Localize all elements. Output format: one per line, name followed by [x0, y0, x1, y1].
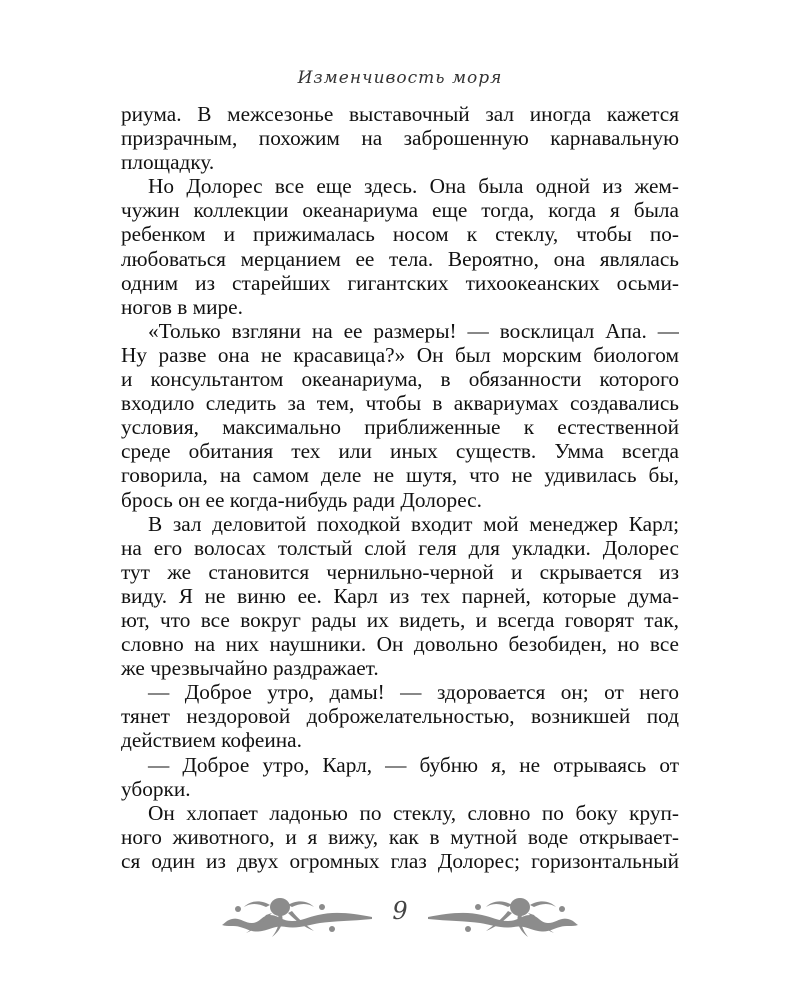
text-line: брось он ее когда-нибудь ради Долорес.: [121, 487, 482, 512]
text-line: входило следить за тем, чтобы в аквариумах создавались: [121, 391, 679, 416]
text-line: ребенком и прижималась носом к стеклу, чтобы по-: [121, 222, 679, 247]
octopus-ornament-right-icon: [428, 895, 578, 939]
text-line: Он хлопает ладонью по стеклу, словно по боку круп-: [148, 800, 679, 825]
text-line: тянет нездоровой доброжелательностью, возникшей под: [121, 704, 679, 729]
text-line: ного животного, и я вижу, как в мутной воде открывает-: [121, 824, 679, 849]
text-line: чужин коллекции океанариума еще тогда, когда я была: [121, 198, 679, 223]
running-head: Изменчивость моря: [297, 68, 503, 88]
text-line: одним из старейших гигантских тихоокеанских осьми-: [121, 270, 679, 295]
text-line: и консультантом океанариума, в обязанности которого: [121, 367, 679, 392]
text-line: ся один из двух огромных глаз Долорес; горизонтальный: [121, 848, 679, 873]
text-line: — Доброе утро, дамы! — здоровается он; от него: [148, 680, 679, 705]
text-line: призрачным, похожим на заброшенную карнавальную: [121, 126, 679, 151]
text-line: — Доброе утро, Карл, — бубню я, не отрываясь от: [148, 752, 679, 777]
text-line: на его волосах толстый слой геля для укладки. Долорес: [121, 535, 679, 560]
text-line: условия, максимально приближенные к естественной: [121, 415, 679, 440]
text-line: Но Долорес все еще здесь. Она была одной из жем-: [148, 174, 679, 199]
text-line: словно на них наушники. Он довольно безобиден, но все: [121, 632, 679, 657]
text-line: ют, что все вокруг рады их видеть, и всегда говорят так,: [121, 607, 679, 632]
text-line: говорила, на самом деле не шутя, что не удивилась бы,: [121, 463, 679, 488]
text-line: площадку.: [121, 150, 215, 175]
text-line: Ну разве она не красавица?» Он был морским биологом: [121, 342, 679, 367]
text-line: риума. В межсезонье выставочный зал иногда кажется: [121, 102, 679, 126]
page-footer: [0, 895, 800, 955]
text-line: действием кофеина.: [121, 728, 302, 753]
text-line: ногов в мире.: [121, 294, 243, 319]
text-line: «Только взгляни на ее размеры! — восклицал Апа. —: [148, 318, 679, 343]
text-line: уборки.: [121, 776, 191, 801]
text-line: любоваться мерцанием ее тела. Вероятно, она являлась: [121, 246, 679, 271]
text-line: виду. Я не виню ее. Карл из тех парней, которые дума-: [121, 583, 679, 608]
text-line: же чрезвычайно раздражает.: [121, 656, 379, 681]
octopus-ornament-left-icon: [222, 895, 372, 939]
text-line: В зал деловитой походкой входит мой менеджер Карл;: [148, 511, 679, 536]
page-number: 9: [392, 897, 408, 925]
body-text: [121, 102, 679, 873]
text-line: среде обитания тех или иных существ. Умма всегда: [121, 439, 679, 464]
text-line: тут же становится чернильно-черной и скрывается из: [121, 559, 679, 584]
